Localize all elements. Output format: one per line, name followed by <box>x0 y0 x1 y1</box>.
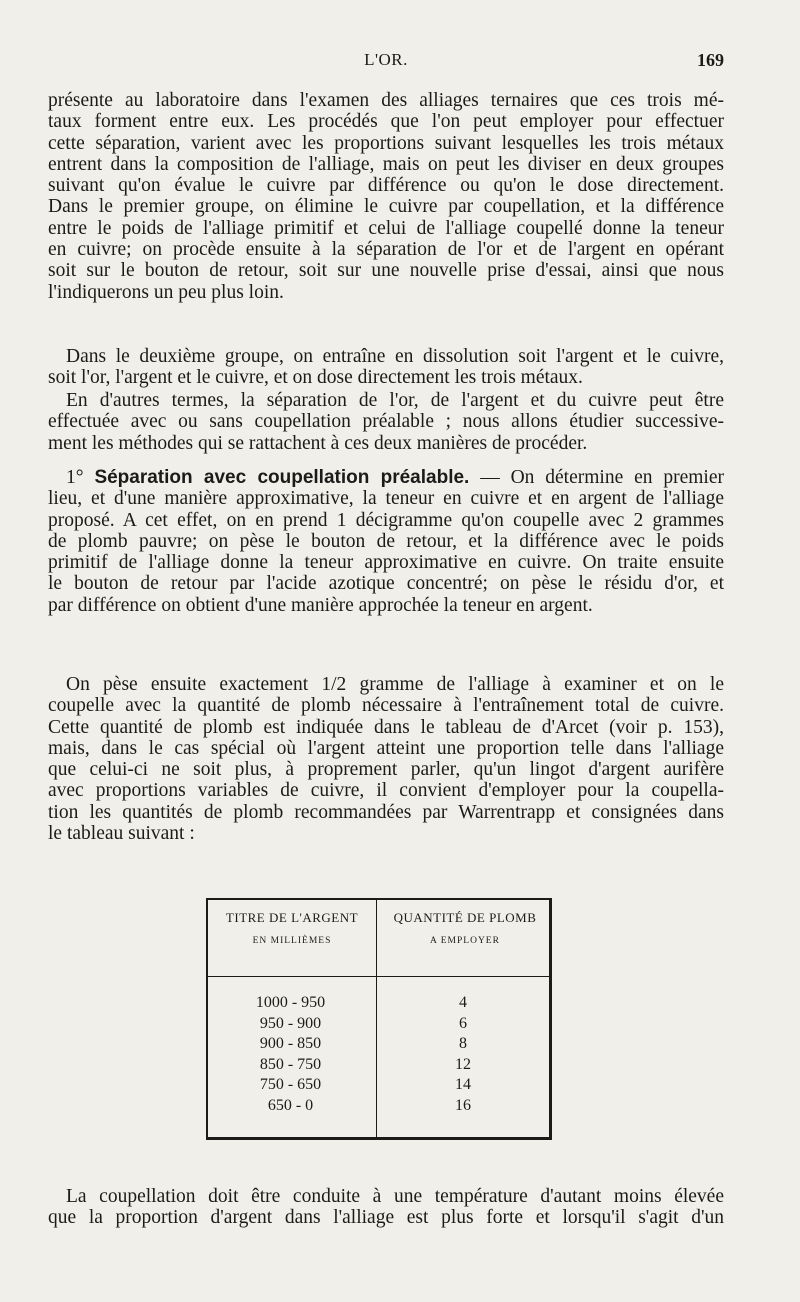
text-line: cette séparation, varient avec les proportions suivant lesquelles les trois métaux <box>48 132 724 154</box>
table-row <box>208 1015 549 1036</box>
table-row <box>208 1097 549 1118</box>
text-line: par différence on obtient d'une manière approchée la teneur en argent. <box>48 594 593 616</box>
text-line: primitif de l'alliage donne la teneur approximative en cuivre. On traite ensuite <box>48 552 724 574</box>
table-row <box>208 994 549 1015</box>
cell-titre: 1000 - 950 <box>255 994 326 1011</box>
text-line: coupelle avec la quantité de plomb nécessaire à l'entraînement total de cuivre. <box>48 695 724 717</box>
cell-titre: 900 - 850 <box>259 1035 322 1052</box>
text-line: Dans le deuxième groupe, on entraîne en dissolution soit l'argent et le cuivre, <box>66 346 724 367</box>
table-body <box>208 994 549 1117</box>
paragraph-weighing <box>48 674 724 844</box>
text-line: l'indiquerons un peu plus loin. <box>48 281 284 303</box>
cell-plomb: 16 <box>455 1096 471 1114</box>
cell-plomb: 4 <box>459 994 467 1011</box>
header-subtitle: EN MILLIÈMES <box>252 936 332 946</box>
text-line: On pèse ensuite exactement 1/2 gramme de l'alliage à examiner et on le <box>66 674 724 695</box>
text-line: La coupellation doit être conduite à une température d'autant moins élevée <box>66 1186 724 1207</box>
paragraph-coupellation <box>48 1186 724 1229</box>
text-line: le bouton de retour par l'acide azotique concentré; on pèse le résidu d'or, et <box>48 573 724 595</box>
text-line: mais, dans le cas spécial où l'argent atteint une proportion telle dans l'alliage <box>48 737 724 759</box>
text-line: entrent dans la composition de l'alliage, mais on peut les diviser en deux groupes <box>48 153 724 175</box>
text-line: de plomb pauvre; on pèse le bouton de retour, et la différence avec le poids <box>48 530 724 552</box>
cell-titre: 850 - 750 <box>259 1055 322 1073</box>
cell-plomb: 6 <box>459 1014 467 1032</box>
text-line: soit sur le bouton de retour, soit sur une nouvelle prise d'essai, ainsi que nous <box>48 260 724 282</box>
table-header-plomb <box>378 910 552 946</box>
text-line: Cette quantité de plomb est indiquée dans le tableau de d'Arcet (voir p. 153), <box>48 716 724 738</box>
text-line: lieu, et d'une manière approximative, la teneur en cuivre et en argent de l'alliage <box>48 488 724 510</box>
cell-plomb: 12 <box>455 1055 471 1073</box>
cell-titre: 750 - 650 <box>259 1076 322 1093</box>
cell-titre: 650 - 0 <box>267 1096 314 1114</box>
text-line: taux forment entre eux. Les procédés que l'on peut employer pour effectuer <box>48 111 724 133</box>
text-line: En d'autres termes, la séparation de l'or, de l'argent et du cuivre peut être <box>66 390 724 411</box>
section-lead: — On détermine en premier <box>469 467 725 488</box>
section-heading: Séparation avec coupellation préalable. <box>94 467 470 488</box>
cell-plomb: 14 <box>455 1076 471 1093</box>
paragraph-section-1 <box>48 467 724 616</box>
table-header-divider <box>208 976 549 977</box>
text-line: que la proportion d'argent dans l'alliage est plus forte et lorsqu'il s'agit d'un <box>48 1207 724 1229</box>
header-title: TITRE DE L'ARGENT <box>225 910 359 925</box>
page-number: 169 <box>697 50 724 70</box>
paragraph-intro <box>48 90 724 303</box>
text-line: le tableau suivant : <box>48 823 195 845</box>
paragraph-other-terms <box>48 390 724 454</box>
warrentrapp-table <box>206 898 552 1140</box>
running-title: L'OR. <box>364 50 408 69</box>
table-header-titre <box>208 910 376 946</box>
text-line: Dans le premier groupe, on élimine le cuivre par coupellation, et la différence <box>48 196 724 218</box>
header-title: QUANTITÉ DE PLOMB <box>393 910 537 925</box>
text-line: entre le poids de l'alliage primitif et celui de l'alliage coupellé donne la teneur <box>48 217 724 239</box>
cell-plomb: 8 <box>459 1035 467 1052</box>
table-row <box>208 1035 549 1056</box>
section-number: 1° <box>66 467 84 488</box>
text-line: tion les quantités de plomb recommandées par Warrentrapp et consignées dans <box>48 801 724 823</box>
text-line: en cuivre; on procède ensuite à la séparation de l'or et de l'argent en opérant <box>48 239 724 261</box>
text-line: présente au laboratoire dans l'examen des alliages ternaires que ces trois mé- <box>48 90 724 111</box>
text-line: soit l'or, l'argent et le cuivre, et on dose directement les trois métaux. <box>48 367 583 389</box>
table-row <box>208 1076 549 1097</box>
text-line: ment les méthodes qui se rattachent à ces deux manières de procéder. <box>48 432 588 454</box>
text-line: que celui-ci ne soit plus, à proprement parler, qu'un lingot d'argent aurifère <box>48 759 724 781</box>
text-line: effectuée avec ou sans coupellation préalable ; nous allons étudier successive- <box>48 411 724 433</box>
cell-titre: 950 - 900 <box>259 1014 322 1032</box>
text-line: avec proportions variables de cuivre, il convient d'employer pour la coupella- <box>48 780 724 802</box>
text-line: suivant qu'on évalue le cuivre par différence ou qu'on le dose directement. <box>48 175 724 197</box>
text-line: proposé. A cet effet, on en prend 1 décigramme qu'on coupelle avec 2 grammes <box>48 509 724 531</box>
page-header <box>48 50 724 80</box>
paragraph-second-group <box>48 346 724 389</box>
table-row <box>208 1056 549 1077</box>
section-heading-line <box>48 467 724 488</box>
header-subtitle: A EMPLOYER <box>430 936 500 946</box>
